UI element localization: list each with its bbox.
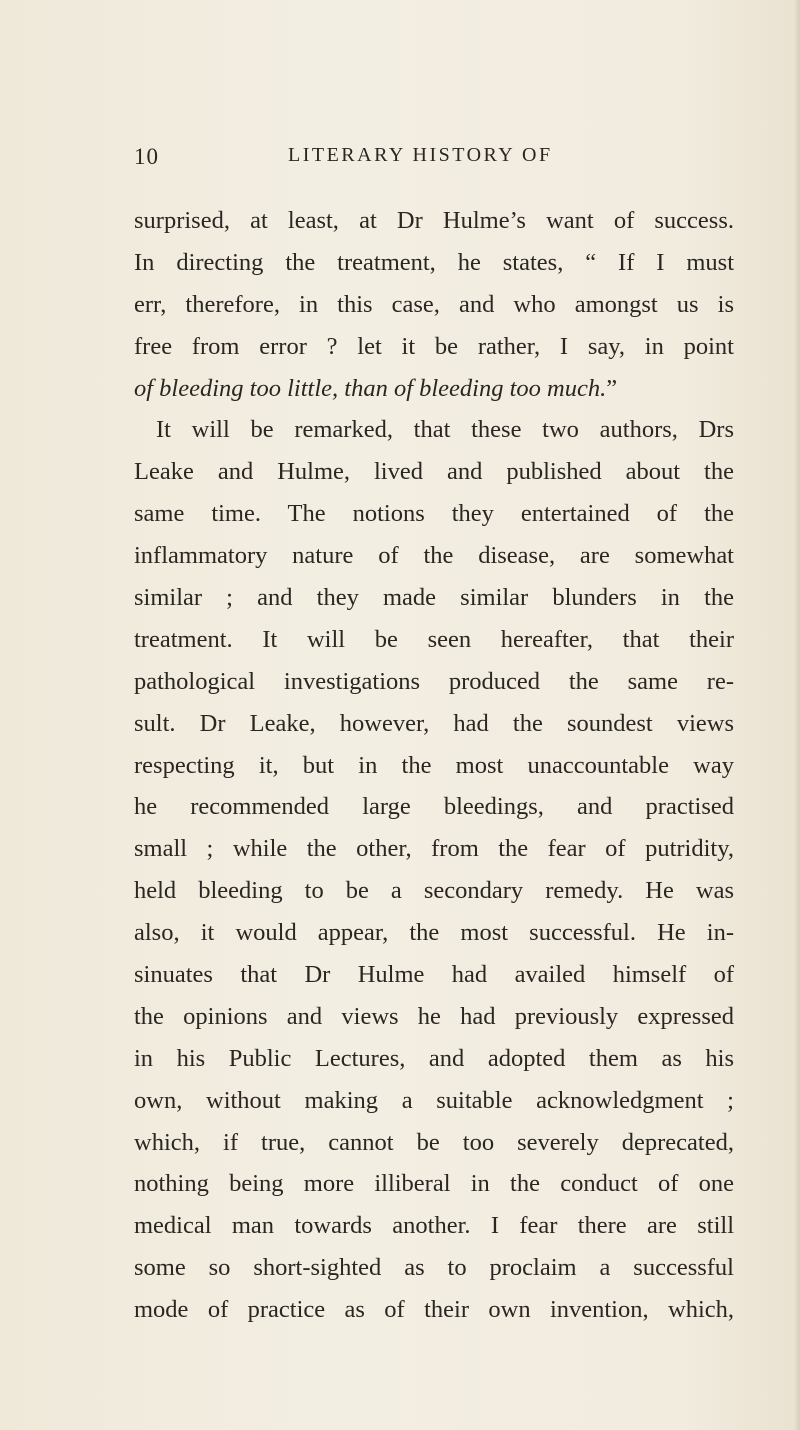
text-line: nothing being more illiberal in the conduct of one	[134, 1170, 734, 1198]
page-number: 10	[134, 144, 159, 169]
page-edge-shadow	[794, 0, 800, 1430]
text-line: In directing the treatment, he states, “ If I must	[134, 248, 734, 276]
text-line: inflammatory nature of the disease, are somewhat	[134, 542, 734, 570]
text-line: some so short-sighted as to proclaim a successful	[134, 1254, 734, 1282]
running-head: LITERARY HISTORY OF	[288, 144, 553, 166]
text-line: small ; while the other, from the fear of putridity,	[134, 835, 734, 863]
text-line: in his Public Lectures, and adopted them as his	[134, 1044, 734, 1072]
text-line: sinuates that Dr Hulme had availed himself of	[134, 961, 734, 989]
text-line: Leake and Hulme, lived and published about the	[134, 458, 734, 486]
italic-quote: of bleeding too little, than of bleeding too much.	[134, 374, 607, 402]
text-line: respecting it, but in the most unaccountable way	[134, 751, 734, 779]
text-line: held bleeding to be a secondary remedy. He was	[134, 877, 734, 905]
text-line-italic-quote	[134, 368, 734, 410]
text-line: err, therefore, in this case, and who amongst us is	[134, 290, 734, 318]
text-line: mode of practice as of their own invention, which,	[134, 1296, 734, 1324]
text-line: medical man towards another. I fear there are still	[134, 1212, 734, 1240]
text-line: free from error ? let it be rather, I say, in point	[134, 332, 734, 360]
text-line: treatment. It will be seen hereafter, that their	[134, 625, 734, 653]
text-line: the opinions and views he had previously expressed	[134, 1002, 734, 1030]
text-line: same time. The notions they entertained of the	[134, 500, 734, 528]
text-line: also, it would appear, the most successful. He in-	[134, 919, 734, 947]
paragraph-start-line: It will be remarked, that these two authors, Drs	[156, 416, 734, 444]
text-line: which, if true, cannot be too severely deprecated,	[134, 1128, 734, 1156]
text-line: similar ; and they made similar blunders in the	[134, 584, 734, 612]
text-line: he recommended large bleedings, and practised	[134, 793, 734, 821]
text-line: pathological investigations produced the same re-	[134, 667, 734, 695]
text-line: own, without making a suitable acknowledgment ;	[134, 1086, 734, 1114]
body-text	[134, 200, 734, 1331]
text-line: surprised, at least, at Dr Hulme’s want of success.	[134, 207, 734, 234]
text-line: sult. Dr Leake, however, had the soundest views	[134, 709, 734, 737]
closing-quote-mark: ”	[606, 374, 618, 402]
page-header	[134, 144, 694, 184]
